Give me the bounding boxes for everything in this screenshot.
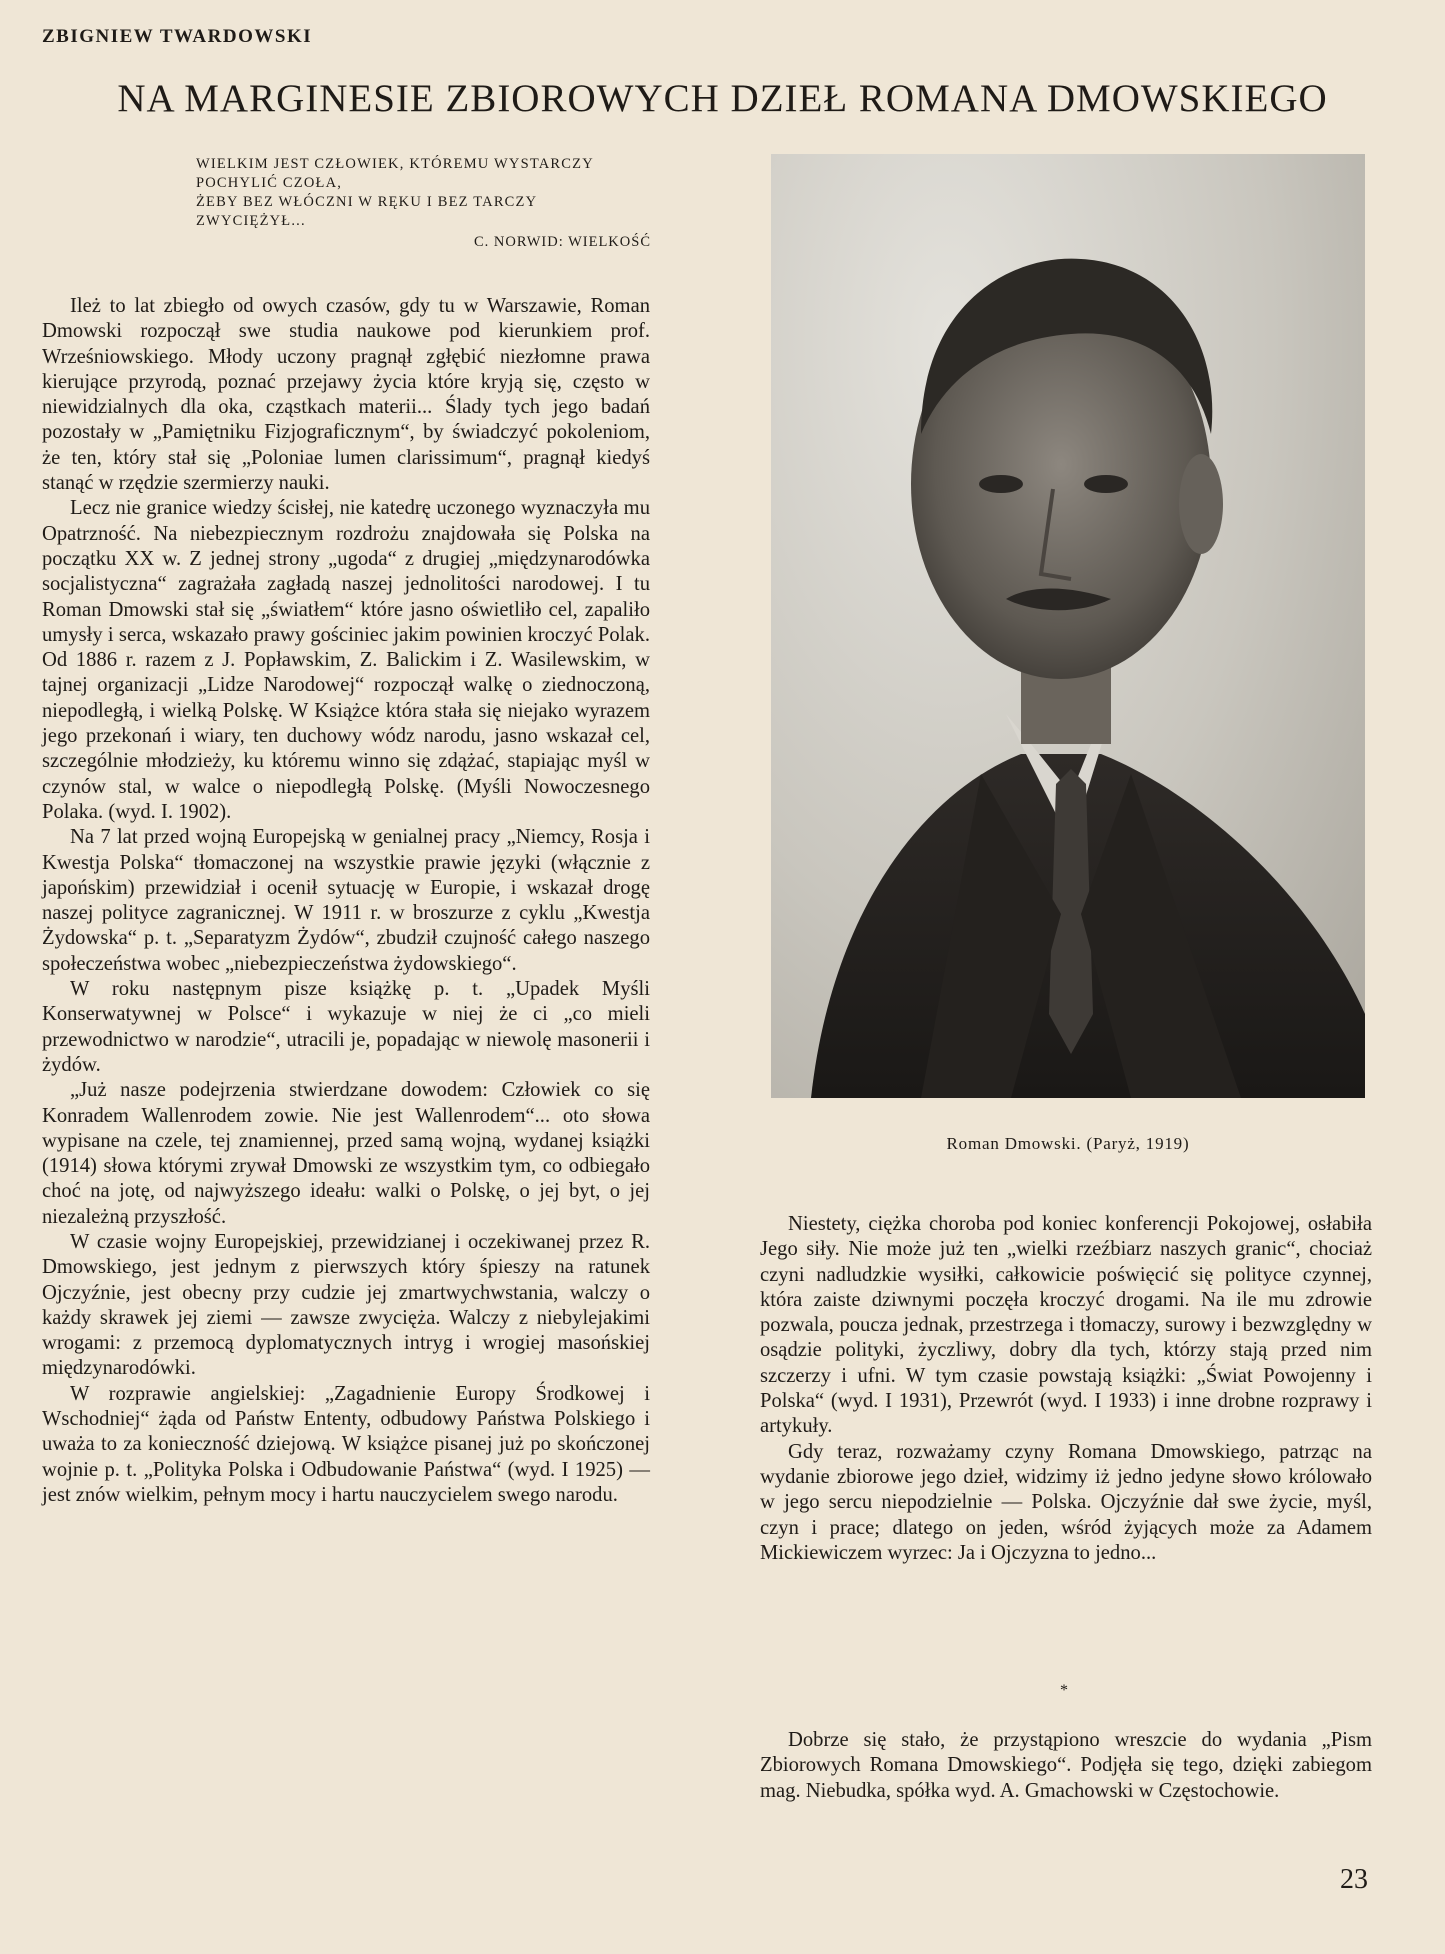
paragraph: Lecz nie granice wiedzy ścisłej, nie katedrę uczonego wyznaczyła mu Opatrzność. Na niebezpiecznym rozdrożu znajdowała się Polska na początku XX w. Z jednej strony „ugoda“ z drugiej „międzynarodówka socjalistyczna“ zagrażała zagładą naszej jednolitości narodowej. I tu Roman Dmowski stał się „światłem“ które jasno oświetliło cel, zapaliło umysły i serca, wskazało prawy gościniec jakim powinien kroczyć Polak. Od 1886 r. razem z J. Popławskim, Z. Balickim i Z. Wasilewskim, w tajnej organizacji „Lidze Narodowej“ rozpoczął walkę o ziednoczoną, niepodległą, i wielką Polskę. W Książce która stała się niejako wyrazem jego przekonań i wiary, ten duchowy wódz narodu, jasno wskazał cel, szczególnie młodzieży, ku któremu winno się zdążać, stapiając myśl w czynów stal, w walce o niepodległą Polskę. (Myśli Nowoczesnego Polaka. (wyd. I. 1902). bbox=[42, 497, 650, 823]
article-title: NA MARGINESIE ZBIOROWYCH DZIEŁ ROMANA DMOWSKIEGO bbox=[117, 77, 1328, 120]
paragraph: Gdy teraz, rozważamy czyny Romana Dmowskiego, patrząc na wydanie zbiorowe jego dzieł, widzimy iż jedno jedyne słowo królowało w jego sercu niepodzielnie — Polska. Ojczyźnie dał swe życie, myśl, czyn i prace; dlatego on jeden, wśród żyjących może za Adamem Mickiewiczem wyrzec: Ja i Ojczyzna to jedno... bbox=[760, 1440, 1372, 1564]
paragraph: W czasie wojny Europejskiej, przewidzianej i oczekiwanej przez R. Dmowskiego, jest jednym z pierwszych który śpieszy na ratunek Ojczyźnie, jest obecny przy cudzie jej zmartwychwstania, walczy o każdy skrawek jej ziemi — zawsze zwycięża. Walczy z niebylejakimi wrogami: z przemocą dyplomatycznych intryg i wrogiej masońskiej międzynarodówki. bbox=[42, 1230, 650, 1380]
paragraph: Niestety, ciężka choroba pod koniec konferencji Pokojowej, osłabiła Jego siły. Nie może już ten „wielki rzeźbiarz naszych granic“, chociaż czyni nadludzkie wysiłki, całkowicie poświęcić się polityce czynnej, która zaiste dziwnymi poczęła kroczyć drogami. Na ile mu zdrowie pozwala, poucza jednak, przestrzega i tłomaczy, surowy i bezwzględny w osądzie polityki, życzliwy, dobry dla tych, którzy stają przed nim szczerzy i ufni. W tym czasie powstają książki: „Świat Powojenny i Polska“ (wyd. I 1931), Przewrót (wyd. I 1933) i inne drobne rozprawy i artykuły. bbox=[760, 1213, 1372, 1438]
section-separator: * bbox=[1060, 1682, 1068, 1699]
epigraph-line: POCHYLIĆ CZOŁA, bbox=[196, 175, 343, 191]
paragraph: Ileż to lat zbiegło od owych czasów, gdy tu w Warszawie, Roman Dmowski rozpoczął swe studia naukowe pod kierunkiem prof. Wrześniowskiego. Młody uczony pragnął zgłębić niezłomne prawa kierujące przyrodą, poznać przejawy życia które kryją się, często w niewidzialnych dla oka, cząstkach materii... Ślady tych jego badań pozostały w „Pamiętniku Fizjograficznym“, by świadczyć pokoleniom, że ten, który stał się „Poloniae lumen clarissimum“, pragnął kiedyś stanąć w rzędzie szermierzy nauki. bbox=[42, 295, 650, 495]
epigraph bbox=[196, 155, 651, 252]
epigraph-attribution: C. NORWID: WIELKOŚĆ bbox=[473, 234, 651, 250]
paragraph: W roku następnym pisze książkę p. t. „Upadek Myśli Konserwatywnej w Polsce“ i wykazuje w niej że ci „co mieli przewodnictwo w narodzie“, utracili je, popadając w niewolę masonerii i żydów. bbox=[42, 978, 650, 1076]
closing-column bbox=[760, 1728, 1372, 1804]
epigraph-line: WIELKIM JEST CZŁOWIEK, KTÓREMU WYSTARCZY bbox=[196, 156, 594, 172]
left-column bbox=[42, 294, 650, 1508]
portrait-illustration bbox=[771, 154, 1365, 1098]
author-name: ZBIGNIEW TWARDOWSKI bbox=[42, 26, 313, 47]
epigraph-line: ZWYCIĘŻYŁ... bbox=[196, 213, 306, 229]
page-number: 23 bbox=[1340, 1864, 1368, 1895]
paragraph: Na 7 lat przed wojną Europejską w genialnej pracy „Niemcy, Rosja i Kwestja Polska“ tłomaczonej na wszystkie prawie języki (włącznie z japońskim) przewidział i ocenił sytuację w Europie, i wskazał drogę naszej polityce zagranicznej. W 1911 r. w broszurze z cyklu „Kwestja Żydowska“ p. t. „Separatyzm Żydów“, zbudził czujność całego naszego społeczeństwa wobec „niebezpieczeństwa żydowskiego“. bbox=[42, 826, 650, 975]
photo-caption: Roman Dmowski. (Paryż, 1919) bbox=[946, 1134, 1190, 1153]
paragraph: „Już nasze podejrzenia stwierdzane dowodem: Człowiek co się Konradem Wallenrodem zowie. Nie jest Wallenrodem“... oto słowa wypisane na czele, tej znamiennej, przed samą wojną, wydanej książki (1914) słowa którymi zrywał Dmowski ze wszystkim tym, co odbiegało choć na jotę, od najwyższego ideału: walki o Polskę, o jej byt, o jej niezależną przyszłość. bbox=[42, 1079, 650, 1228]
paragraph: Dobrze się stało, że przystąpiono wreszcie do wydania „Pism Zbiorowych Romana Dmowskiego“. Podjęła się tego, dzięki zabiegom mag. Niebudka, spółka wyd. A. Gmachowski w Częstochowie. bbox=[760, 1729, 1372, 1802]
right-column bbox=[760, 1212, 1372, 1566]
paragraph: W rozprawie angielskiej: „Zagadnienie Europy Środkowej i Wschodniej“ żąda od Państw Ententy, odbudowy Państwa Polskiego i uważa to za konieczność dziejową. W książce pisanej już po skończonej wojnie p. t. „Polityka Polska i Odbudowanie Państwa“ (wyd. I 1925) — jest znów wielkim, pełnym mocy i hartu nauczycielem swego narodu. bbox=[42, 1382, 650, 1506]
epigraph-line: ŻEBY BEZ WŁÓCZNI W RĘKU I BEZ TARCZY bbox=[196, 194, 538, 210]
portrait-photo bbox=[771, 154, 1365, 1098]
